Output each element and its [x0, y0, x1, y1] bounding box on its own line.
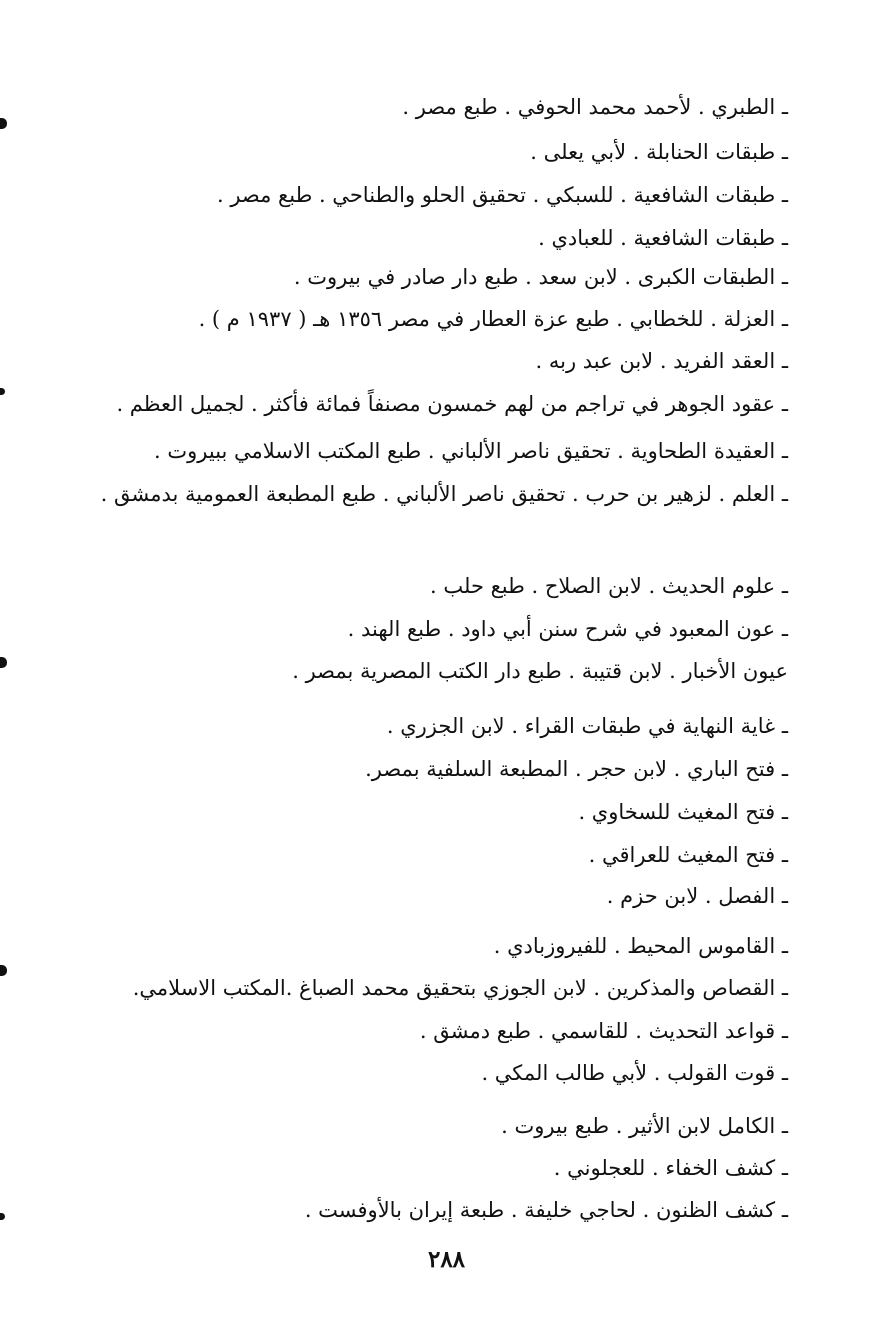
bibliography-entry: ـ العزلة . للخطابي . طبع عزة العطار في مصر ١٣٥٦ هـ ( ١٩٣٧ م ) . — [198, 307, 788, 331]
bibliography-entry: ـ غاية النهاية في طبقات القراء . لابن الجزري . — [386, 714, 788, 738]
bibliography-entry: ـ القاموس المحيط . للفيروزبادي . — [493, 934, 788, 958]
bibliography-entry: ـ عقود الجوهر في تراجم من لهم خمسون مصنفاً فمائة فأكثر . لجميل العظم . — [116, 392, 788, 416]
bibliography-entry: ـ العقيدة الطحاوية . تحقيق ناصر الألباني . طبع المكتب الاسلامي ببيروت . — [154, 439, 788, 463]
bibliography-entry: ـ الطبقات الكبرى . لابن سعد . طبع دار صادر في بيروت . — [293, 265, 788, 289]
bibliography-entry: ـ قوت القولب . لأبي طالب المكي . — [481, 1061, 788, 1085]
margin-mark — [0, 118, 7, 129]
margin-mark — [0, 965, 7, 976]
bibliography-entry: ـ قواعد التحديث . للقاسمي . طبع دمشق . — [419, 1019, 788, 1043]
margin-mark — [0, 388, 5, 395]
page-number: ٢٨٨ — [427, 1246, 466, 1273]
margin-mark — [0, 657, 7, 668]
bibliography-entry: ـ فتح المغيث للسخاوي . — [578, 800, 788, 824]
bibliography-entry: ـ طبقات الشافعية . للسبكي . تحقيق الحلو والطناحي . طبع مصر . — [216, 183, 788, 207]
bibliography-entry: ـ الكامل لابن الأثير . طبع بيروت . — [501, 1114, 788, 1138]
bibliography-entry: ـ كشف الظنون . لحاجي خليفة . طبعة إيران بالأوفست . — [304, 1198, 788, 1222]
bibliography-entry: ـ طبقات الحنابلة . لأبي يعلى . — [530, 140, 788, 164]
bibliography-entry: ـ فتح الباري . لابن حجر . المطبعة السلفية بمصر. — [365, 757, 788, 781]
bibliography-entry: ـ القصاص والمذكرين . لابن الجوزي بتحقيق محمد الصباغ .المكتب الاسلامي. — [132, 976, 788, 1000]
bibliography-entry: ـ عون المعبود في شرح سنن أبي داود . طبع الهند . — [347, 617, 788, 641]
bibliography-entry: ـ العقد الفريد . لابن عبد ربه . — [535, 349, 788, 373]
bibliography-entry: ـ الطبري . لأحمد محمد الحوفي . طبع مصر . — [402, 95, 788, 119]
bibliography-entry: ـ فتح المغيث للعراقي . — [588, 843, 788, 867]
bibliography-entry: ـ طبقات الشافعية . للعبادي . — [538, 226, 788, 250]
bibliography-entry: ـ علوم الحديث . لابن الصلاح . طبع حلب . — [430, 574, 788, 598]
bibliography-entry: عيون الأخبار . لابن قتيبة . طبع دار الكتب المصرية بمصر . — [292, 659, 788, 683]
bibliography-entry: ـ كشف الخفاء . للعجلوني . — [553, 1156, 788, 1180]
bibliography-entry: ـ العلم . لزهير بن حرب . تحقيق ناصر الألباني . طبع المطبعة العمومية بدمشق . — [100, 482, 788, 506]
margin-mark — [0, 1213, 5, 1220]
bibliography-entry: ـ الفصل . لابن حزم . — [606, 884, 788, 908]
